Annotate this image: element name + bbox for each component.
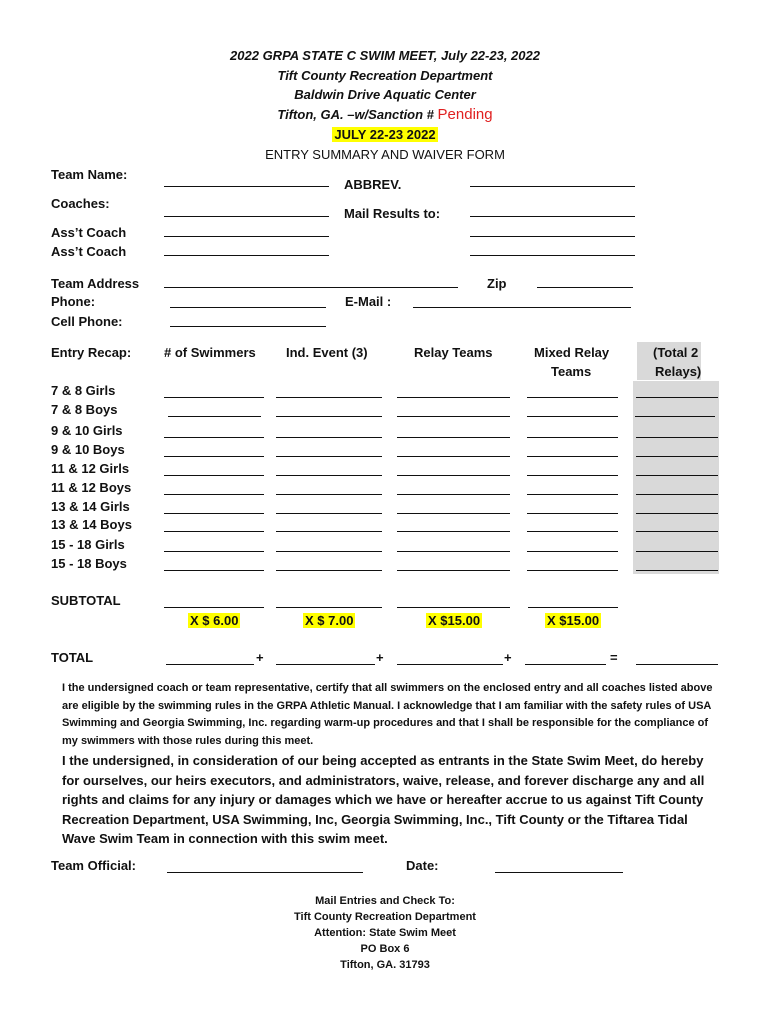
- entry-line-total-relays[interactable]: [636, 551, 718, 552]
- entry-line-total-relays[interactable]: [636, 456, 718, 457]
- entry-line-mixed-relay[interactable]: [527, 456, 618, 457]
- coaches-label: Coaches:: [51, 196, 110, 211]
- col-total-header-1: (Total 2: [653, 345, 699, 360]
- mail-line-5: Tifton, GA. 31793: [340, 959, 430, 971]
- entry-line-ind-event[interactable]: [276, 551, 382, 552]
- subtotal-relay-line[interactable]: [397, 607, 510, 608]
- total-relay-line[interactable]: [397, 664, 503, 665]
- total-ind-line[interactable]: [276, 664, 375, 665]
- entry-line-total-relays[interactable]: [636, 437, 718, 438]
- mail-line-1: Mail Entries and Check To:: [315, 895, 455, 907]
- meet-title: 2022 GRPA STATE C SWIM MEET, July 22-23, 2022: [230, 48, 540, 63]
- venue-name: Baldwin Drive Aquatic Center: [294, 87, 476, 102]
- sanction-prefix: Tifton, GA. –w/Sanction #: [277, 107, 434, 122]
- row-label-15-18-girls: 15 - 18 Girls: [51, 537, 125, 552]
- entry-line-mixed-relay[interactable]: [527, 551, 618, 552]
- plus-sign-1: +: [256, 650, 264, 665]
- team-address-label: Team Address: [51, 276, 140, 291]
- entry-line-relay[interactable]: [397, 456, 510, 457]
- phone-line[interactable]: [170, 307, 326, 308]
- asst-coach-1-label: Ass’t Coach: [51, 225, 127, 240]
- team-address-line[interactable]: [164, 287, 458, 288]
- entry-line-relay[interactable]: [397, 416, 510, 417]
- entry-line-total-relays[interactable]: [636, 531, 718, 532]
- row-label-11-12-boys: 11 & 12 Boys: [51, 480, 132, 495]
- mail-results-line-2[interactable]: [470, 236, 635, 237]
- entry-line-total-relays[interactable]: [636, 397, 718, 398]
- mail-line-3: Attention: State Swim Meet: [314, 927, 456, 939]
- abbrev-label: ABBREV.: [344, 177, 402, 192]
- total-label: TOTAL: [51, 650, 94, 665]
- entry-line-relay[interactable]: [397, 531, 510, 532]
- row-label-9-10-boys: 9 & 10 Boys: [51, 442, 125, 457]
- mail-line-4: PO Box 6: [360, 943, 410, 955]
- equals-sign: =: [610, 650, 618, 665]
- entry-line-relay[interactable]: [397, 494, 510, 495]
- entry-recap-label: Entry Recap:: [51, 345, 132, 360]
- date-highlight: JULY 22-23 2022: [334, 127, 436, 142]
- waiver-paragraph: I the undersigned, in consideration of our being accepted as entrants in the State Swim Meet, do hereby for ourselves, our heirs executors, and administrators, waive, release, and forever discharge any and all rights and claims for any injury or damages which we have or hereafter accrue to us against Tift County Recreation Department, USA Swimming, Inc, Georgia Swimming, Inc., Tift County or the Tiftarea Tidal Wave Swim Team in connection with this swim meet.: [62, 753, 705, 846]
- total-relays-column-shade: [633, 381, 719, 574]
- date-line: [0, 127, 770, 142]
- entry-line-relay[interactable]: [397, 551, 510, 552]
- entry-line-swimmers[interactable]: [164, 494, 264, 495]
- team-official-line[interactable]: [167, 872, 363, 873]
- entry-line-ind-event[interactable]: [276, 397, 382, 398]
- asst-coach-2-line[interactable]: [164, 255, 329, 256]
- entry-line-mixed-relay[interactable]: [527, 397, 618, 398]
- team-official-label: Team Official:: [51, 858, 137, 873]
- mail-results-line-3[interactable]: [470, 255, 635, 256]
- subtotal-mixed-line[interactable]: [528, 607, 618, 608]
- entry-line-relay[interactable]: [397, 513, 510, 514]
- sanction-status: Pending: [437, 106, 493, 123]
- entry-line-swimmers[interactable]: [164, 570, 264, 571]
- entry-line-mixed-relay[interactable]: [527, 513, 618, 514]
- entry-line-relay[interactable]: [397, 475, 510, 476]
- cell-phone-label: Cell Phone:: [51, 314, 123, 329]
- asst-coach-2-label: Ass’t Coach: [51, 244, 127, 259]
- form-title: ENTRY SUMMARY AND WAIVER FORM: [265, 147, 505, 162]
- entry-line-swimmers[interactable]: [168, 416, 261, 417]
- mail-results-line-1[interactable]: [470, 216, 635, 217]
- date-line-field[interactable]: [495, 872, 623, 873]
- row-label-15-18-boys: 15 - 18 Boys: [51, 556, 127, 571]
- row-label-11-12-girls: 11 & 12 Girls: [51, 461, 130, 476]
- grand-total-line[interactable]: [636, 664, 718, 665]
- col-relay-header: Relay Teams: [414, 345, 493, 360]
- certification-paragraph: I the undersigned coach or team representative, certify that all swimmers on the enclosed entry and all coaches listed above are eligible by the swimming rules in the GRPA Athletic Manual. I acknowledge that I am familiar with the safety rules of USA Swimming and Georgia Swimming, Inc. regarding warm-up procedures and that I shall be responsible for the compliance of my swimmers with those rules during this meet.: [62, 682, 713, 747]
- entry-line-swimmers[interactable]: [164, 397, 264, 398]
- entry-line-mixed-relay[interactable]: [527, 475, 618, 476]
- entry-line-total-relays[interactable]: [636, 570, 718, 571]
- zip-label: Zip: [487, 276, 507, 291]
- entry-line-swimmers[interactable]: [164, 551, 264, 552]
- date-label: Date:: [406, 858, 439, 873]
- col-ind-event-header: Ind. Event (3): [286, 345, 368, 360]
- abbrev-line[interactable]: [470, 186, 635, 187]
- team-name-label: Team Name:: [51, 167, 128, 182]
- entry-line-ind-event[interactable]: [276, 570, 382, 571]
- entry-line-relay[interactable]: [397, 437, 510, 438]
- entry-line-relay[interactable]: [397, 570, 510, 571]
- row-label-7-8-girls: 7 & 8 Girls: [51, 383, 116, 398]
- mail-line-2: Tift County Recreation Department: [294, 911, 476, 923]
- entry-line-swimmers[interactable]: [164, 456, 264, 457]
- plus-sign-2: +: [376, 650, 384, 665]
- row-label-13-14-girls: 13 & 14 Girls: [51, 499, 130, 514]
- entry-line-ind-event[interactable]: [276, 456, 382, 457]
- col-total-header-2: Relays): [655, 364, 702, 379]
- row-label-13-14-boys: 13 & 14 Boys: [51, 517, 132, 532]
- phone-label: Phone:: [51, 294, 96, 309]
- sanction-line: [0, 106, 770, 123]
- entry-line-ind-event[interactable]: [276, 437, 382, 438]
- entry-line-swimmers[interactable]: [164, 437, 264, 438]
- col-mixed-header-1: Mixed Relay: [534, 345, 610, 360]
- entry-line-swimmers[interactable]: [164, 531, 264, 532]
- total-swimmers-line[interactable]: [166, 664, 254, 665]
- subtotal-label: SUBTOTAL: [51, 593, 121, 608]
- row-label-7-8-boys: 7 & 8 Boys: [51, 402, 118, 417]
- entry-line-ind-event[interactable]: [276, 494, 382, 495]
- entry-line-mixed-relay[interactable]: [527, 416, 618, 417]
- price-ind-event: X $ 7.00: [305, 613, 354, 628]
- entry-line-mixed-relay[interactable]: [527, 437, 618, 438]
- entry-line-ind-event[interactable]: [276, 531, 382, 532]
- entry-line-total-relays[interactable]: [636, 494, 718, 495]
- entry-line-total-relays[interactable]: [636, 513, 718, 514]
- row-label-9-10-girls: 9 & 10 Girls: [51, 423, 123, 438]
- entry-line-ind-event[interactable]: [276, 416, 382, 417]
- team-name-line[interactable]: [164, 186, 329, 187]
- entry-line-swimmers[interactable]: [164, 513, 264, 514]
- subtotal-ind-line[interactable]: [276, 607, 382, 608]
- entry-line-total-relays[interactable]: [635, 416, 715, 417]
- email-line[interactable]: [413, 307, 631, 308]
- mail-results-label: Mail Results to:: [344, 206, 441, 221]
- price-mixed-relay: X $15.00: [547, 613, 600, 628]
- entry-line-ind-event[interactable]: [276, 513, 382, 514]
- price-relay: X $15.00: [428, 613, 481, 628]
- coaches-line[interactable]: [164, 216, 329, 217]
- entry-line-ind-event[interactable]: [276, 475, 382, 476]
- host-department: Tift County Recreation Department: [277, 68, 493, 83]
- entry-line-mixed-relay[interactable]: [527, 570, 618, 571]
- col-swimmers-header: # of Swimmers: [164, 345, 256, 360]
- email-label: E-Mail :: [345, 294, 392, 309]
- subtotal-swimmers-line[interactable]: [164, 607, 264, 608]
- cell-phone-line[interactable]: [170, 326, 326, 327]
- col-mixed-header-2: Teams: [551, 364, 592, 379]
- entry-line-mixed-relay[interactable]: [527, 494, 618, 495]
- total-mixed-line[interactable]: [525, 664, 606, 665]
- price-swimmers: X $ 6.00: [190, 613, 239, 628]
- entry-line-mixed-relay[interactable]: [527, 531, 618, 532]
- asst-coach-1-line[interactable]: [164, 236, 329, 237]
- entry-line-swimmers[interactable]: [164, 475, 264, 476]
- plus-sign-3: +: [504, 650, 512, 665]
- zip-line[interactable]: [537, 287, 633, 288]
- entry-line-relay[interactable]: [397, 397, 510, 398]
- entry-line-total-relays[interactable]: [636, 475, 718, 476]
